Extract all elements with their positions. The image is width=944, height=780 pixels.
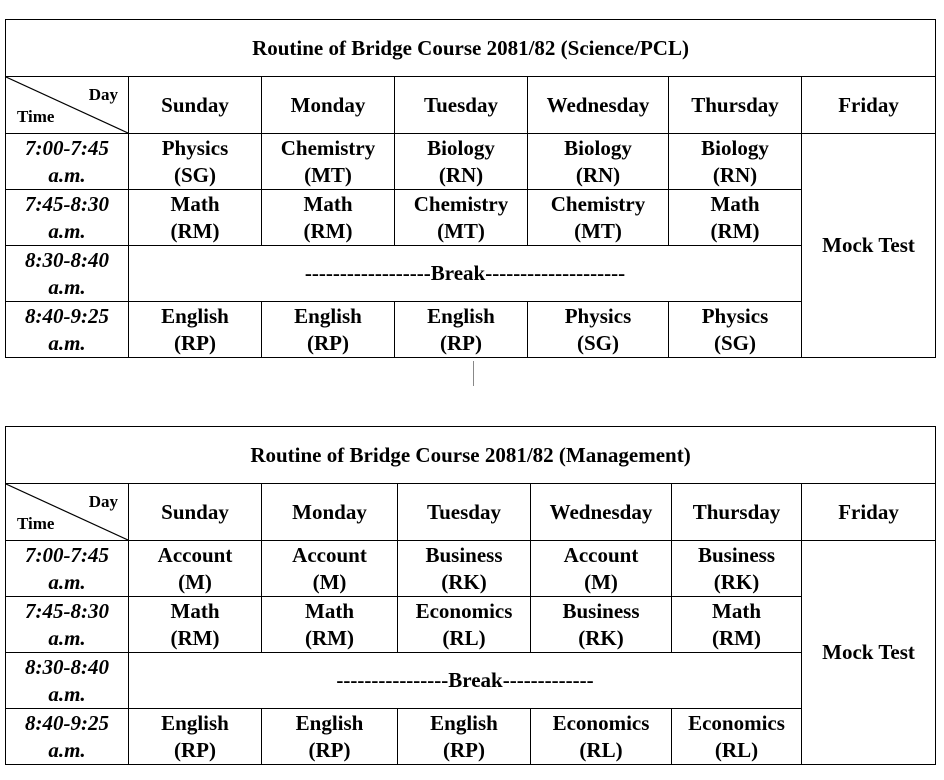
- class-cell: [129, 541, 262, 597]
- subject: Business: [697, 542, 776, 567]
- class-cell: [669, 190, 802, 246]
- teacher-code: (RM): [170, 218, 220, 243]
- teacher-code: (RM): [712, 625, 761, 650]
- teacher-code: (RL): [714, 737, 759, 762]
- break-cell: ----------------Break-------------: [129, 653, 802, 709]
- class-cell: [669, 302, 802, 358]
- teacher-code: (RP): [308, 737, 351, 762]
- class-cell: [672, 541, 802, 597]
- teacher-code: (M): [312, 569, 347, 594]
- time-range: 8:30-8:40: [25, 654, 109, 679]
- time-period: a.m.: [48, 737, 86, 762]
- time-period: a.m.: [48, 274, 86, 299]
- day-header: Friday: [802, 77, 936, 134]
- class-cell: [398, 541, 531, 597]
- subject: Math: [170, 598, 220, 623]
- subject: Economics: [552, 710, 650, 735]
- subject: Biology: [427, 135, 495, 160]
- teacher-code: (MT): [304, 162, 352, 187]
- subject: English: [294, 303, 362, 328]
- table-title: Routine of Bridge Course 2081/82 (Science/PCL): [6, 20, 936, 77]
- time-range: 7:45-8:30: [25, 598, 109, 623]
- subject: Math: [305, 598, 354, 623]
- subject: Economics: [415, 598, 513, 623]
- teacher-code: (RP): [174, 330, 216, 355]
- subject: Account: [157, 542, 233, 567]
- day-header: Thursday: [669, 77, 802, 134]
- teacher-code: (RM): [303, 218, 353, 243]
- teacher-code: (RN): [575, 162, 621, 187]
- class-cell: [262, 190, 395, 246]
- class-cell: [262, 541, 398, 597]
- subject: Chemistry: [413, 191, 509, 216]
- teacher-code: (RK): [441, 569, 487, 594]
- day-header: Monday: [262, 77, 395, 134]
- teacher-code: (SG): [577, 330, 619, 355]
- teacher-code: (RP): [174, 737, 216, 762]
- class-cell: [395, 190, 528, 246]
- day-time-corner-cell: [6, 484, 129, 541]
- time-period: a.m.: [48, 162, 86, 187]
- time-range: 7:00-7:45: [25, 135, 109, 160]
- class-cell: [129, 597, 262, 653]
- time-range: 8:30-8:40: [25, 247, 109, 272]
- teacher-code: (M): [584, 569, 618, 594]
- corner-day-label: Day: [88, 85, 118, 104]
- teacher-code: (RL): [579, 737, 623, 762]
- class-cell: [528, 302, 669, 358]
- teacher-code: (RM): [170, 625, 220, 650]
- class-cell: [129, 134, 262, 190]
- day-header: Monday: [262, 484, 398, 541]
- teacher-code: (RK): [578, 625, 624, 650]
- subject: Physics: [161, 135, 229, 160]
- time-slot-cell: [6, 653, 129, 709]
- time-slot-cell: [6, 246, 129, 302]
- class-cell: [129, 190, 262, 246]
- teacher-code: (MT): [437, 218, 485, 243]
- teacher-code: (RL): [442, 625, 486, 650]
- day-header: Wednesday: [528, 77, 669, 134]
- corner-day-label: Day: [88, 492, 118, 511]
- subject: English: [427, 303, 495, 328]
- day-header: Friday: [802, 484, 936, 541]
- break-cell: ------------------Break--------------------: [129, 246, 802, 302]
- time-period: a.m.: [48, 625, 86, 650]
- time-slot-cell: [6, 302, 129, 358]
- class-cell: [398, 597, 531, 653]
- day-header: Tuesday: [398, 484, 531, 541]
- science-routine-table: [5, 19, 936, 358]
- subject: Chemistry: [550, 191, 646, 216]
- class-cell: [129, 709, 262, 765]
- subject: Account: [563, 542, 639, 567]
- time-period: a.m.: [48, 569, 86, 594]
- subject: English: [430, 710, 498, 735]
- subject: Physics: [564, 303, 632, 328]
- time-range: 7:45-8:30: [25, 191, 109, 216]
- class-cell: [531, 541, 672, 597]
- class-cell: [262, 597, 398, 653]
- class-cell: [531, 709, 672, 765]
- table-title: Routine of Bridge Course 2081/82 (Management): [6, 427, 936, 484]
- class-cell: [672, 597, 802, 653]
- class-cell: [262, 302, 395, 358]
- class-cell: [528, 134, 669, 190]
- subject: Biology: [564, 135, 632, 160]
- time-slot-cell: [6, 597, 129, 653]
- day-header: Wednesday: [531, 484, 672, 541]
- subject: Math: [710, 191, 760, 216]
- corner-time-label: Time: [17, 514, 55, 533]
- time-slot-cell: [6, 190, 129, 246]
- teacher-code: (RM): [710, 218, 760, 243]
- class-cell: [262, 709, 398, 765]
- subject: Math: [303, 191, 353, 216]
- teacher-code: (RN): [438, 162, 484, 187]
- class-cell: [669, 134, 802, 190]
- teacher-code: (SG): [174, 162, 216, 187]
- subject: Physics: [701, 303, 769, 328]
- class-cell: [528, 190, 669, 246]
- subject: Math: [712, 598, 761, 623]
- time-range: 7:00-7:45: [25, 542, 109, 567]
- class-cell: [672, 709, 802, 765]
- corner-time-label: Time: [17, 107, 55, 126]
- teacher-code: (RK): [713, 569, 760, 594]
- subject: English: [161, 303, 229, 328]
- subject: Account: [292, 542, 367, 567]
- subject: Business: [425, 542, 503, 567]
- subject: Business: [562, 598, 640, 623]
- day-header: Tuesday: [395, 77, 528, 134]
- teacher-code: (SG): [714, 330, 756, 355]
- divider-line: [473, 361, 474, 386]
- time-slot-cell: [6, 709, 129, 765]
- subject: English: [161, 710, 229, 735]
- teacher-code: (RP): [440, 330, 482, 355]
- class-cell: [398, 709, 531, 765]
- time-period: a.m.: [48, 681, 86, 706]
- teacher-code: (RP): [443, 737, 485, 762]
- management-routine-table: [5, 426, 936, 765]
- class-cell: [395, 302, 528, 358]
- time-range: 8:40-9:25: [25, 303, 109, 328]
- day-header: Sunday: [129, 484, 262, 541]
- teacher-code: (RN): [712, 162, 758, 187]
- subject: Economics: [688, 710, 785, 735]
- subject: Chemistry: [280, 135, 376, 160]
- teacher-code: (M): [178, 569, 212, 594]
- time-period: a.m.: [48, 330, 86, 355]
- time-slot-cell: [6, 541, 129, 597]
- teacher-code: (RM): [305, 625, 354, 650]
- teacher-code: (RP): [307, 330, 349, 355]
- time-period: a.m.: [48, 218, 86, 243]
- day-header: Thursday: [672, 484, 802, 541]
- day-header: Sunday: [129, 77, 262, 134]
- time-range: 8:40-9:25: [25, 710, 109, 735]
- subject: Biology: [701, 135, 769, 160]
- friday-mock-test-cell: Mock Test: [802, 541, 936, 765]
- class-cell: [129, 302, 262, 358]
- subject: English: [295, 710, 364, 735]
- time-slot-cell: [6, 134, 129, 190]
- subject: Math: [170, 191, 220, 216]
- class-cell: [531, 597, 672, 653]
- class-cell: [262, 134, 395, 190]
- day-time-corner-cell: [6, 77, 129, 134]
- class-cell: [395, 134, 528, 190]
- friday-mock-test-cell: Mock Test: [802, 134, 936, 358]
- teacher-code: (MT): [574, 218, 622, 243]
